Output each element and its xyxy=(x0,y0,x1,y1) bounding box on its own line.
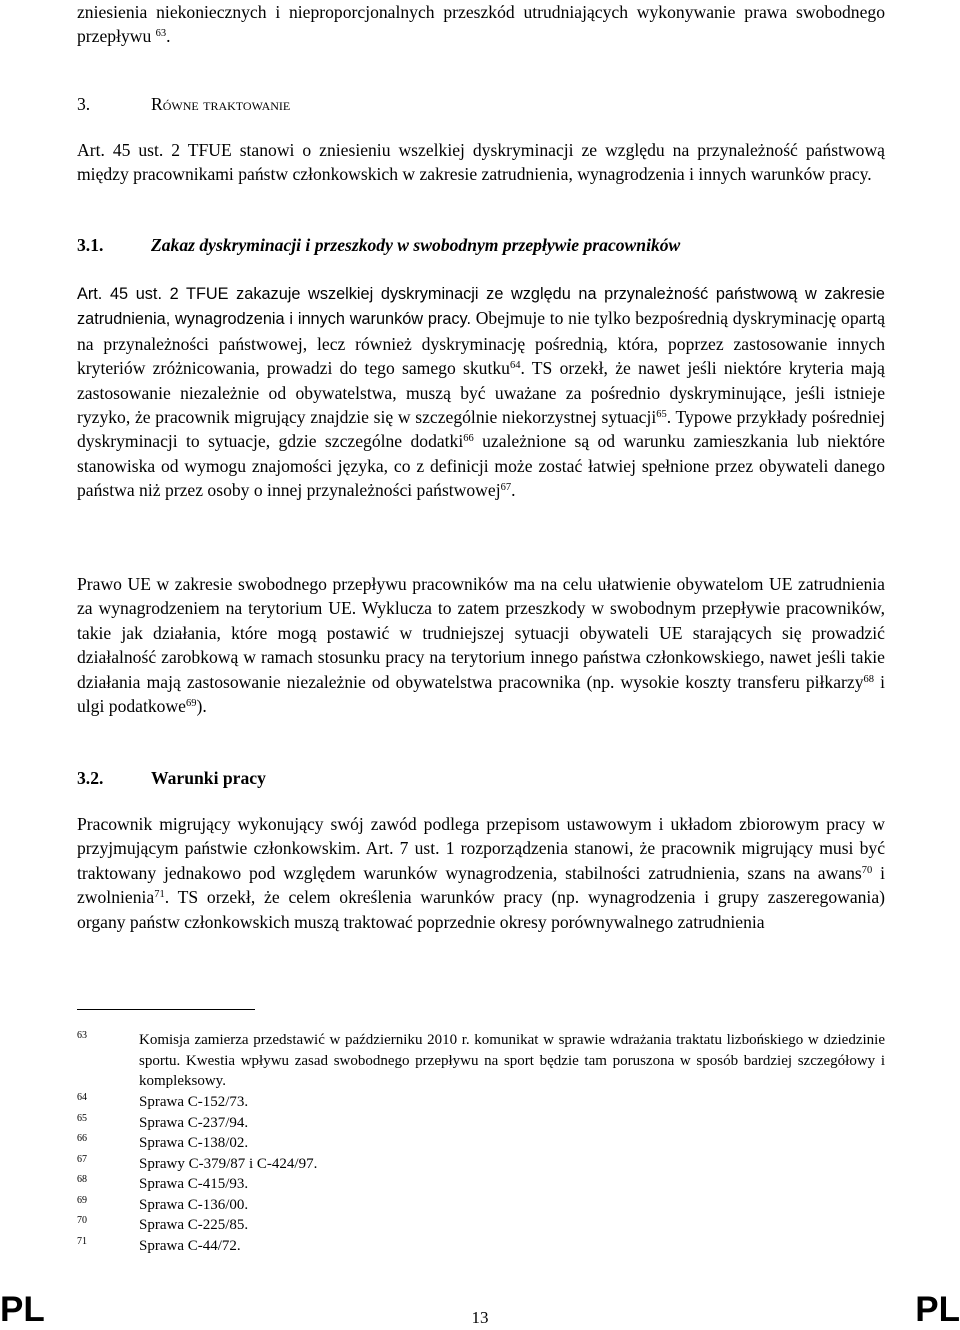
section-number: 3.2. xyxy=(77,768,104,788)
footnote-text: Sprawa C-415/93. xyxy=(139,1176,249,1192)
section-title: Równe traktowanie xyxy=(151,94,291,114)
free-movement-paragraph: Prawo UE w zakresie swobodnego przepływu pracowników ma na celu ułatwienie obywatelom UE zatrudnienia za wynagrodzeniem na terytorium UE. Wyklucza to zatem przeszkody w swobodnym przepływie pracowników, takie jak działania, które mogą postawić w trudniejszej sytuacji obywateli UE starających się prowadzić działalność zarobkową w ramach stosunku pracy na terytorium innego państwa członkowskiego, nawet jeśli takie działania mają zastosowanie niezależnie od obywatelstwa pracownika (np. wysokie koszty transferu piłkarzy$^{68}$ i ulgi podatkowe$^{69}$). xyxy=(77,574,885,717)
footnote-text: Sprawy C-379/87 i C-424/97. xyxy=(139,1155,318,1172)
footnote-number: 64 xyxy=(77,1092,87,1103)
section-heading-3 xyxy=(77,92,885,116)
page-number: 13 xyxy=(471,1308,489,1327)
footnote-63 xyxy=(77,1030,885,1092)
footnote-text: Sprawa C-237/94. xyxy=(139,1114,249,1131)
section-heading-3-1 xyxy=(77,233,885,257)
footnote-66 xyxy=(77,1133,885,1154)
section-heading-3-2 xyxy=(77,766,885,790)
section-title: Warunki pracy xyxy=(151,768,266,788)
footnote-number: 69 xyxy=(77,1194,87,1206)
lead-sentence: Art. 45 ust. 2 TFUE zakazuje wszelkiej dyskryminacji ze względu na przynależność państwową w zakresie zatrudnienia, wynagrodzenia i innych warunków pracy. xyxy=(77,285,885,329)
footnote-number: 68 xyxy=(77,1174,87,1185)
footnote-text: Sprawa C-44/72. xyxy=(139,1237,241,1254)
footnote-67 xyxy=(77,1154,885,1175)
footnote-ref[interactable]: 70 xyxy=(861,864,873,876)
footer-language-right: PL xyxy=(915,1290,960,1329)
footnote-number: 63 xyxy=(77,1030,87,1041)
footnote-number: 65 xyxy=(77,1112,87,1124)
footnote-64 xyxy=(77,1092,885,1113)
art45-paragraph: Art. 45 ust. 2 TFUE stanowi o zniesieniu wszelkiej dyskryminacji ze względu na przynależność państwową między pracownikami państw członkowskich w zakresie zatrudnienia, wynagrodzenia i innych warunków pracy. xyxy=(77,140,885,185)
section-number: 3. xyxy=(77,94,91,114)
footnote-text: Sprawa C-138/02. xyxy=(139,1135,249,1151)
discrimination-paragraph: Art. 45 ust. 2 TFUE zakazuje wszelkiej dyskryminacji ze względu na przynależność państwową w zakresie zatrudnienia, wynagrodzenia i innych warunków pracy. Obejmuje to nie tylko bezpośrednią dyskryminację opartą na przynależności państwowej, lecz również dyskryminację pośrednią, która, poprzez zastosowanie innych kryteriów zróżnicowania, prowadzi do tego samego skutku$^{64}$. TS orzekł, że nawet jeśli niektóre kryteria mają zastosowanie niezależnie od obywatelstwa, muszą być uważane za pośrednio dyskryminujące, jeśli istnieje ryzyko, że pracownik migrujący znajdzie się w szczególnie niekorzystnej sytuacji$^{65}$. Typowe przykłady pośredniej dyskryminacji to sytuacje, gdzie szczególne dodatki$^{66}$ uzależnione są od warunku zamieszkania lub niektóre stanowiska od wymogu znajomości języka, co z definicji może zostać łatwiej spełnione przez obywateli danego państwa niż przez osoby o innej przynależności państwowej$^{67}$. xyxy=(77,285,885,501)
section-title: Zakaz dyskryminacji i przeszkody w swobodnym przepływie pracowników xyxy=(151,235,681,255)
footnote-number: 67 xyxy=(77,1153,87,1165)
footnote-ref[interactable]: 67 xyxy=(500,482,512,494)
footnote-number: 70 xyxy=(77,1215,87,1226)
footnote-ref[interactable]: 63 xyxy=(155,28,167,40)
working-conditions-paragraph: Pracownik migrujący wykonujący swój zawód podlega przepisom ustawowym i układom zbiorowym pracy w przyjmującym państwie członkowskim. Art. 7 ust. 1 rozporządzenia stanowi, że pracownik migrujący musi być traktowany jednakowo pod względem warunków wynagrodzenia, stabilności zatrudnienia, szans na awans$^{70}$ i zwolnienia$^{71}$. TS orzekł, że celem określenia warunków pracy (np. wynagrodzenia i grupy zaszeregowania) organy państw członkowskich muszą traktować poprzednie okresy porównywalnego zatrudnienia xyxy=(77,814,885,932)
footnote-separator xyxy=(77,1009,255,1010)
intro-paragraph: zniesienia niekoniecznych i nieproporcjonalnych przeszkód utrudniających wykonywanie prawa swobodnego przepływu $^{63}$. xyxy=(77,2,885,47)
footnote-ref[interactable]: 68 xyxy=(863,673,875,685)
section-number: 3.1. xyxy=(77,235,104,255)
footnote-ref[interactable]: 69 xyxy=(185,698,197,710)
footnote-71 xyxy=(77,1236,885,1257)
footnote-number: 66 xyxy=(77,1133,87,1144)
footnote-ref[interactable]: 66 xyxy=(463,433,474,445)
footnote-text: Komisja zamierza przedstawić w październiku 2010 r. komunikat w sprawie wdrażania traktatu lizbońskiego w dziedzinie sportu. Kwestia wpływu zasad swobodnego przepływu na sport będzie tam poruszona w sposób bardziej szczegółowy i kompleksowy. xyxy=(139,1032,885,1089)
footnote-ref[interactable]: 71 xyxy=(154,889,165,901)
footnote-text: Sprawa C-152/73. xyxy=(139,1094,249,1110)
footnote-ref[interactable]: 65 xyxy=(656,409,667,421)
footer-language-left: PL xyxy=(0,1290,45,1329)
footnote-number: 71 xyxy=(77,1235,87,1247)
footnote-65 xyxy=(77,1113,885,1134)
footnote-70 xyxy=(77,1215,885,1236)
footnote-68 xyxy=(77,1174,885,1195)
footnote-ref[interactable]: 64 xyxy=(509,360,521,372)
footnote-text: Sprawa C-136/00. xyxy=(139,1196,249,1213)
footnote-text: Sprawa C-225/85. xyxy=(139,1217,249,1233)
footnote-69 xyxy=(77,1195,885,1216)
